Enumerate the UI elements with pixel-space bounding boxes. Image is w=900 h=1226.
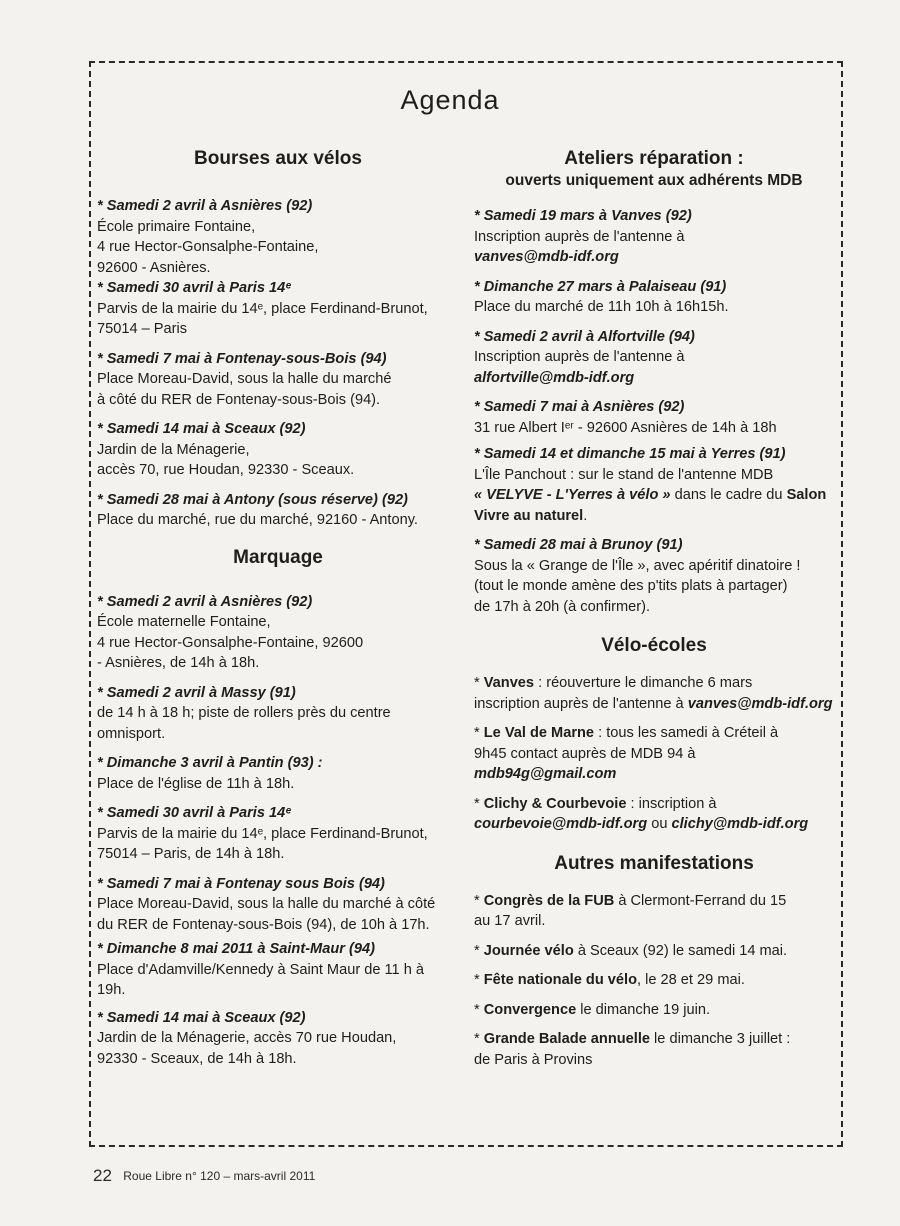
right-column [474, 147, 834, 1070]
page-footer [93, 1166, 315, 1186]
entry-line: (tout le monde amène des p'tits plats à partager) [474, 578, 788, 594]
autre-entry [474, 941, 834, 962]
bullet: * [474, 942, 484, 959]
bourse-entry [97, 490, 459, 531]
entry-head: * Samedi 30 avril à Paris 14ᵉ [97, 280, 292, 296]
entry-name: Grande Balade annuelle [483, 1031, 650, 1047]
veloecole-entry [474, 794, 834, 835]
entry-text: , le 28 et 29 mai. [637, 972, 745, 988]
entry-name: Fête nationale du vélo [483, 972, 637, 988]
entry-text: de Paris à Provins [474, 1051, 593, 1068]
entry-line: 4 rue Hector-Gonsalphe-Fontaine, 92600 [97, 634, 364, 651]
email-link[interactable]: mdb94g@gmail.com [474, 766, 617, 782]
entry-text: 9h45 contact auprès de MDB 94 à [474, 745, 696, 762]
entry-line: à côté du RER de Fontenay-sous-Bois (94). [97, 391, 381, 408]
marquage-entry [97, 753, 459, 794]
marquage-entry [97, 803, 459, 865]
entry-line: de 17h à 20h (à confirmer). [474, 598, 651, 615]
marquage-entry [97, 874, 459, 936]
entry-text: : réouverture le dimanche 6 mars [534, 675, 753, 691]
entry-line: Inscription auprès de l'antenne à [474, 349, 685, 365]
entry-head: * Samedi 19 mars à Vanves (92) [474, 208, 692, 224]
entry-line: 92600 - Asnières. [97, 259, 211, 276]
bullet: * [474, 892, 484, 909]
bullet: * [474, 725, 484, 741]
bullet: * [474, 972, 484, 988]
veloecole-entry [474, 673, 834, 714]
marquage-entry [97, 939, 459, 1001]
entry-line: Sous la « Grange de l'Île », avec apéritif dinatoire ! [474, 557, 801, 574]
entry-line: 92330 - Sceaux, de 14h à 18h. [97, 1050, 297, 1067]
entry-line: Place Moreau-David, sous la halle du marché [97, 371, 392, 387]
autre-entry [474, 1000, 834, 1021]
entry-head: * Samedi 14 mai à Sceaux (92) [97, 421, 306, 437]
entry-line: 4 rue Hector-Gonsalphe-Fontaine, [97, 239, 319, 255]
entry-line: École primaire Fontaine, [97, 218, 256, 235]
entry-head: * Dimanche 3 avril à Pantin (93) : [97, 755, 323, 771]
autre-entry [474, 1029, 834, 1070]
entry-head: * Samedi 7 mai à Fontenay sous Bois (94) [97, 875, 385, 892]
atelier-entry [474, 444, 834, 526]
entry-head: * Samedi 7 mai à Asnières (92) [474, 399, 685, 415]
autres-heading: Autres manifestations [554, 852, 754, 874]
entry-name: Convergence [483, 1001, 577, 1018]
autre-entry [474, 970, 834, 991]
page-number: 22 [93, 1166, 112, 1185]
entry-name: Le Val de Marne [483, 725, 595, 741]
bullet: * [474, 795, 484, 812]
veloecoles-heading: Vélo-écoles [601, 635, 707, 656]
entry-name: Vanves [483, 675, 535, 691]
atelier-entry [474, 206, 834, 268]
ateliers-subheading: ouverts uniquement aux adhérents MDB [505, 172, 803, 189]
entry-head: * Samedi 28 mai à Brunoy (91) [474, 537, 683, 553]
marquage-entry [97, 1008, 459, 1070]
marquage-entry [97, 683, 459, 745]
atelier-entry [474, 327, 834, 389]
entry-head: * Dimanche 27 mars à Palaiseau (91) [474, 278, 727, 295]
salon-label: Salon [786, 487, 827, 503]
email-link[interactable]: courbevoie@mdb-idf.org [474, 816, 648, 832]
marquage-entry [97, 592, 459, 674]
entry-text: : tous les samedi à Créteil à [594, 725, 779, 741]
entry-head: * Samedi 2 avril à Asnières (92) [97, 198, 313, 214]
entry-head: * Samedi 2 avril à Massy (91) [97, 684, 296, 701]
bullet: * [474, 1031, 484, 1047]
page-title: Agenda [400, 85, 500, 115]
email-link[interactable]: vanves@mdb-idf.org [474, 249, 619, 265]
salon-label-2: Vivre au naturel [474, 507, 584, 524]
entry-line: Parvis de la mairie du 14ᵉ, place Ferdinand-Brunot, [97, 300, 428, 317]
entry-line: Jardin de la Ménagerie, [97, 441, 250, 458]
ateliers-heading: Ateliers réparation : [564, 148, 744, 169]
bourse-entry [97, 196, 459, 278]
autre-entry [474, 891, 834, 932]
veloecole-entry [474, 723, 834, 785]
email-link[interactable]: vanves@mdb-idf.org [687, 695, 833, 712]
entry-head: * Samedi 2 avril à Alfortville (94) [474, 328, 695, 345]
entry-line: Parvis de la mairie du 14ᵉ, place Ferdinand-Brunot, [97, 825, 428, 842]
entry-text: dans le cadre du [670, 487, 787, 503]
entry-name: Congrès de la FUB [483, 892, 615, 909]
entry-line: 75014 – Paris, de 14h à 18h. [97, 846, 285, 862]
marquage-heading: Marquage [233, 546, 323, 568]
entry-line: - Asnières, de 14h à 18h. [97, 655, 260, 671]
entry-line: omnisport. [97, 725, 166, 742]
entry-text: le dimanche 3 juillet : [650, 1031, 791, 1047]
bourses-heading: Bourses aux vélos [194, 148, 362, 169]
entry-head: * Samedi 14 mai à Sceaux (92) [97, 1009, 306, 1026]
email-link[interactable]: alfortville@mdb-idf.org [474, 369, 635, 386]
entry-line: Place du marché de 11h 10h à 16h15h. [474, 299, 729, 315]
entry-text: . [583, 507, 588, 524]
entry-text: au 17 avril. [474, 913, 546, 929]
entry-head: * Samedi 28 mai à Antony (sous réserve) (92) [97, 491, 408, 508]
entry-head: * Samedi 14 et dimanche 15 mai à Yerres (91) [474, 446, 786, 462]
bullet: * [474, 675, 484, 691]
entry-head: * Samedi 30 avril à Paris 14ᵉ [97, 805, 292, 821]
entry-head: * Dimanche 8 mai 2011 à Saint-Maur (94) [97, 941, 375, 957]
entry-text: à Clermont-Ferrand du 15 [614, 892, 787, 909]
entry-text: à Sceaux (92) le samedi 14 mai. [573, 942, 788, 959]
entry-line: Inscription auprès de l'antenne à [474, 228, 685, 245]
entry-line: du RER de Fontenay-sous-Bois (94), de 10h à 17h. [97, 916, 430, 933]
entry-line: 75014 – Paris [97, 321, 188, 337]
entry-line: École maternelle Fontaine, [97, 614, 271, 630]
atelier-entry [474, 397, 834, 438]
entry-line: 19h. [97, 982, 126, 998]
entry-line: Jardin de la Ménagerie, accès 70 rue Houdan, [97, 1030, 397, 1046]
bourse-entry [97, 419, 459, 481]
entry-line: Place Moreau-David, sous la halle du marché à côté [97, 896, 436, 912]
entry-text: inscription auprès de l'antenne à [474, 695, 688, 712]
entry-text: le dimanche 19 juin. [576, 1001, 711, 1018]
entry-text: : inscription à [626, 795, 717, 812]
atelier-entry [474, 277, 834, 318]
entry-line: Place de l'église de 11h à 18h. [97, 775, 295, 792]
entry-line: Place du marché, rue du marché, 92160 - Antony. [97, 512, 418, 528]
entry-name: Clichy & Courbevoie [483, 795, 627, 812]
entry-name: Journée vélo [483, 942, 574, 959]
entry-line: L'Île Panchout : sur le stand de l'antenne MDB [474, 466, 774, 483]
email-link[interactable]: clichy@mdb-idf.org [671, 816, 809, 832]
entry-text: ou [647, 816, 672, 832]
bourse-entry [97, 278, 459, 340]
bourse-entry [97, 349, 459, 411]
publication-info: Roue Libre n° 120 – mars-avril 2011 [123, 1169, 316, 1183]
bullet: * [474, 1001, 484, 1018]
left-column [97, 147, 459, 1069]
atelier-entry [474, 535, 834, 617]
entry-head: * Samedi 7 mai à Fontenay-sous-Bois (94) [97, 350, 387, 367]
velyve-label: « VELYVE - L'Yerres à vélo » [474, 487, 671, 503]
entry-line: Place d'Adamville/Kennedy à Saint Maur de 11 h à [97, 961, 425, 978]
entry-line: de 14 h à 18 h; piste de rollers près du centre [97, 705, 391, 721]
entry-line: accès 70, rue Houdan, 92330 - Sceaux. [97, 462, 355, 478]
entry-line: 31 rue Albert Iᵉʳ - 92600 Asnières de 14h à 18h [474, 419, 777, 436]
entry-head: * Samedi 2 avril à Asnières (92) [97, 593, 313, 610]
